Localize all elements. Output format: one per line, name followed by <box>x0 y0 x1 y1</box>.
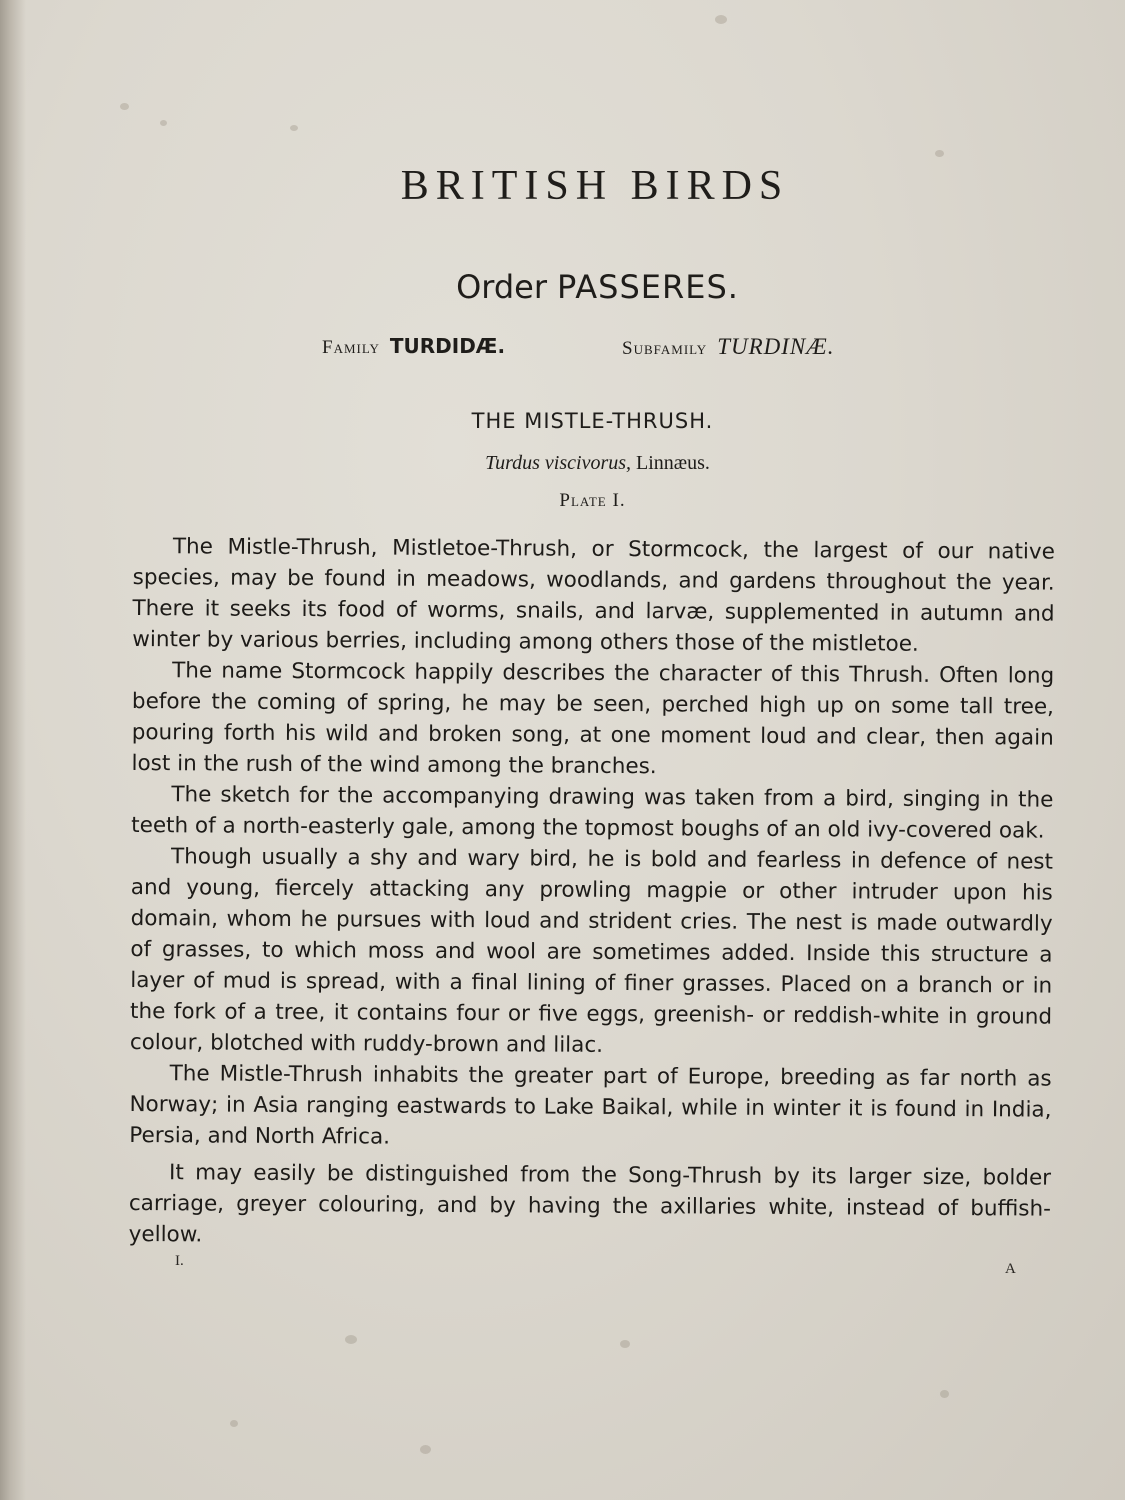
species-latin-line <box>0 452 1125 475</box>
family-name: TURDIDÆ. <box>389 334 506 358</box>
subfamily-label: Subfamily <box>622 338 708 359</box>
foxing-spot <box>345 1335 357 1344</box>
foxing-spot <box>120 103 129 110</box>
page-gutter-shadow <box>0 0 26 1500</box>
paragraph: The sketch for the accompanying drawing was taken from a bird, singing in the teeth of a north-easterly gale, among the topmost boughs of an old ivy-covered oak. <box>131 782 1054 844</box>
paragraph: The Mistle-Thrush, Mistletoe-Thrush, or Stormcock, the largest of our native species, may be found in meadows, woodlands, and gardens throughout the year. There it seeks its food of worms, snails, and larvæ, supplemented in autumn and winter by various berries, including among others those of the mistletoe. <box>132 534 1055 657</box>
paragraph: It may easily be distinguished from the Song-Thrush by its larger size, bolder carriage, greyer colouring, and by having the axillaries white, instead of buffish-yellow. <box>128 1160 1052 1248</box>
order-label: Order <box>456 268 547 306</box>
foxing-spot <box>935 150 944 157</box>
family-label: Family <box>322 337 380 358</box>
foxing-spot <box>290 125 298 131</box>
order-name: PASSERES. <box>557 268 739 306</box>
volume-mark: I. <box>175 1253 184 1269</box>
species-common-name: THE MISTLE-THRUSH. <box>471 409 714 433</box>
paragraph: The Mistle-Thrush inhabits the greater part of Europe, breeding as far north as Norway; in Asia ranging eastwards to Lake Baikal, while in winter it is found in India, Persia, and North Africa. <box>129 1061 1052 1150</box>
book-title: BRITISH BIRDS <box>400 163 790 209</box>
species-latin-name: Turdus viscivorus, <box>485 452 632 474</box>
foxing-spot <box>940 1390 949 1398</box>
foxing-spot <box>420 1445 431 1454</box>
foxing-spot <box>230 1420 238 1427</box>
paragraph: Though usually a shy and wary bird, he is bold and fearless in defence of nest and young, fiercely attacking any prowling magpie or other intruder upon his domain, whom he pursues with loud and strident cries. The nest is made outwardly of grasses, to which moss and wool are sometimes added. Inside this structure a layer of mud is spread, with a final lining of finer grasses. Placed on a branch or in the fork of a tree, it contains four or five eggs, greenish- or reddish-white in ground colour, blotched with ruddy-brown and lilac. <box>129 844 1054 1058</box>
plate-number: Plate I. <box>559 490 626 511</box>
paragraph: The name Stormcock happily describes the character of this Thrush. Often long before the coming of spring, he may be seen, perched high up on some tall tree, pouring forth his wild and broken song, at one moment loud and clear, then again lost in the rush of the wind among the branches. <box>131 658 1055 780</box>
signature-mark: A <box>1005 1261 1016 1277</box>
subfamily-group <box>622 334 834 360</box>
species-authority: Linnæus. <box>636 452 710 474</box>
foxing-spot <box>715 15 727 24</box>
order-heading <box>0 268 1125 306</box>
body-text <box>129 531 1055 1256</box>
foxing-spot <box>620 1340 630 1348</box>
foxing-spot <box>160 120 167 126</box>
family-line <box>322 334 1022 359</box>
subfamily-name: TURDINÆ. <box>717 334 835 359</box>
